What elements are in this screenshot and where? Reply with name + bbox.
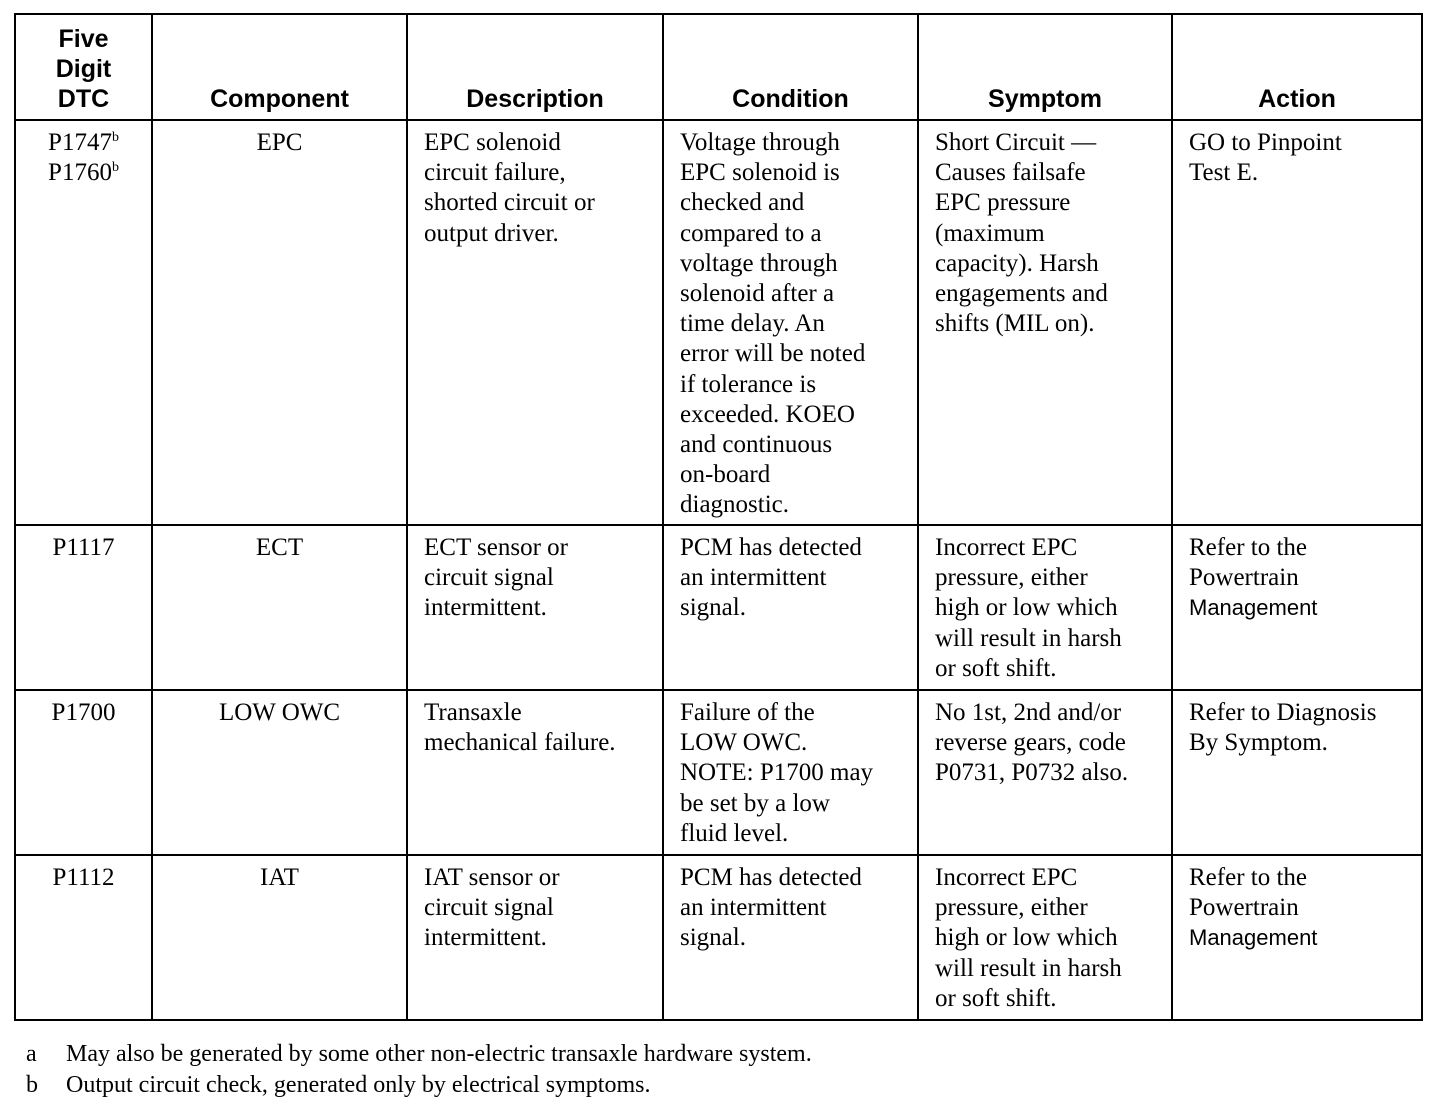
cell-line: EPC pressure: [935, 189, 1071, 217]
condition-cell: [663, 855, 918, 1020]
cell-line: if tolerance is: [680, 370, 817, 398]
footnotes: [14, 1039, 1421, 1101]
cell-line: will result in harsh: [935, 624, 1122, 652]
cell-line: PCM has detected: [680, 864, 862, 891]
cell-line: Test E.: [1189, 159, 1259, 187]
cell-line: high or low which: [935, 924, 1118, 952]
footnote-text: May also be generated by some other non-electric transaxle hardware system.: [66, 1041, 812, 1067]
cell-line: P0731, P0732 also.: [935, 759, 1129, 787]
description-cell: [407, 120, 663, 525]
header-component: Component: [152, 14, 407, 120]
symptom-cell: [918, 855, 1172, 1020]
condition-cell: [663, 120, 918, 525]
cell-line: signal.: [680, 594, 746, 622]
component-cell: IAT: [152, 855, 407, 1020]
cell-line: (maximum: [935, 219, 1045, 247]
table-row: [15, 120, 1422, 525]
cell-line: exceeded. KOEO: [680, 400, 855, 428]
cell-line: intermittent.: [424, 924, 547, 952]
cell-line: Refer to the: [1189, 864, 1308, 891]
dtc-code-cell: [15, 855, 152, 1020]
cell-line: Transaxle: [424, 699, 522, 726]
dtc-code-cell: [15, 120, 152, 525]
condition-cell: [663, 525, 918, 690]
cell-line: time delay. An: [680, 310, 825, 338]
cell-line: GO to Pinpoint: [1189, 129, 1342, 156]
cell-line: and continuous: [680, 431, 833, 459]
cell-line: IAT sensor or: [424, 864, 560, 891]
header-action: Action: [1172, 14, 1422, 120]
cell-line: circuit signal: [424, 564, 554, 592]
cell-line: will result in harsh: [935, 954, 1122, 982]
cell-line: shorted circuit or: [424, 189, 595, 217]
cell-line: EPC solenoid: [424, 129, 561, 156]
cell-line: output driver.: [424, 219, 559, 247]
table-row: [15, 855, 1422, 1020]
cell-line: shifts (MIL on).: [935, 310, 1095, 338]
footnote-mark: a: [26, 1041, 37, 1067]
description-cell: [407, 690, 663, 855]
cell-line: Causes failsafe: [935, 159, 1086, 187]
cell-line: solenoid after a: [680, 280, 835, 308]
description-cell: [407, 525, 663, 690]
cell-line: intermittent.: [424, 594, 547, 622]
dtc-code-cell: [15, 690, 152, 855]
symptom-cell: [918, 120, 1172, 525]
cell-line: engagements and: [935, 280, 1108, 308]
document: [14, 13, 1421, 1101]
cell-line: By Symptom.: [1189, 729, 1328, 757]
component-cell: EPC: [152, 120, 407, 525]
cell-line: Incorrect EPC: [935, 864, 1078, 891]
cell-line: Powertrain: [1189, 894, 1299, 922]
cell-line: Voltage through: [680, 129, 840, 156]
cell-line: Failure of the: [680, 699, 815, 726]
cell-line: pressure, either: [935, 564, 1088, 592]
dtc-code-cell: [15, 525, 152, 690]
cell-line: pressure, either: [935, 894, 1088, 922]
cell-line: mechanical failure.: [424, 729, 616, 757]
footnote-marker: b: [111, 160, 119, 176]
footnote-text: Output circuit check, generated only by electrical symptoms.: [66, 1072, 651, 1098]
cell-line: EPC solenoid is: [680, 159, 840, 187]
symptom-cell: [918, 525, 1172, 690]
cell-line: ECT sensor or: [424, 534, 568, 561]
header-description: Description: [407, 14, 663, 120]
cell-line: or soft shift.: [935, 654, 1057, 682]
action-cell: [1172, 855, 1422, 1020]
dtc-code: P1117: [52, 534, 115, 561]
cell-line: No 1st, 2nd and/or: [935, 699, 1122, 726]
cell-line: Refer to Diagnosis: [1189, 699, 1377, 726]
cell-line: NOTE: P1700 may: [680, 759, 874, 787]
symptom-cell: [918, 690, 1172, 855]
cell-line: fluid level.: [680, 819, 789, 847]
cell-line: signal.: [680, 924, 746, 952]
cell-line: Incorrect EPC: [935, 534, 1078, 561]
cell-line: high or low which: [935, 594, 1118, 622]
cell-line: LOW OWC.: [680, 729, 808, 757]
table-body: [15, 120, 1422, 1020]
footnote: [14, 1070, 1421, 1101]
cell-line: Refer to the: [1189, 534, 1308, 561]
cell-line: checked and: [680, 189, 805, 217]
action-cell: [1172, 525, 1422, 690]
cell-line: on-board: [680, 461, 771, 489]
cell-line: voltage through: [680, 249, 838, 277]
cell-line: diagnostic.: [680, 491, 790, 519]
cell-line: or soft shift.: [935, 984, 1057, 1012]
component-cell: ECT: [152, 525, 407, 690]
header-dtc: Five Digit DTC: [15, 14, 152, 120]
cell-line: Management: [1189, 595, 1318, 621]
table-row: [15, 525, 1422, 690]
cell-line: reverse gears, code: [935, 729, 1126, 757]
cell-line: capacity). Harsh: [935, 249, 1099, 277]
component-cell: LOW OWC: [152, 690, 407, 855]
cell-line: circuit failure,: [424, 159, 566, 187]
condition-cell: [663, 690, 918, 855]
description-cell: [407, 855, 663, 1020]
table-row: [15, 690, 1422, 855]
cell-line: Short Circuit —: [935, 129, 1097, 156]
footnote: [14, 1039, 1421, 1070]
dtc-code: P1112: [52, 864, 115, 891]
footnote-mark: b: [26, 1072, 38, 1098]
action-cell: [1172, 690, 1422, 855]
action-cell: [1172, 120, 1422, 525]
footnote-marker: b: [111, 130, 119, 145]
cell-line: be set by a low: [680, 789, 830, 817]
dtc-code: P1747$^b$: [48, 129, 119, 156]
dtc-code: P1760$^b$: [48, 159, 119, 187]
cell-line: Powertrain: [1189, 564, 1299, 592]
cell-line: error will be noted: [680, 340, 866, 368]
header-condition: Condition: [663, 14, 918, 120]
header-row: [15, 14, 1422, 120]
header-symptom: Symptom: [918, 14, 1172, 120]
cell-line: an intermittent: [680, 894, 827, 922]
cell-line: Management: [1189, 925, 1318, 951]
cell-line: an intermittent: [680, 564, 827, 592]
dtc-code: P1700: [51, 699, 116, 726]
cell-line: PCM has detected: [680, 534, 862, 561]
cell-line: circuit signal: [424, 894, 554, 922]
dtc-table: [14, 13, 1423, 1021]
cell-line: compared to a: [680, 219, 822, 247]
